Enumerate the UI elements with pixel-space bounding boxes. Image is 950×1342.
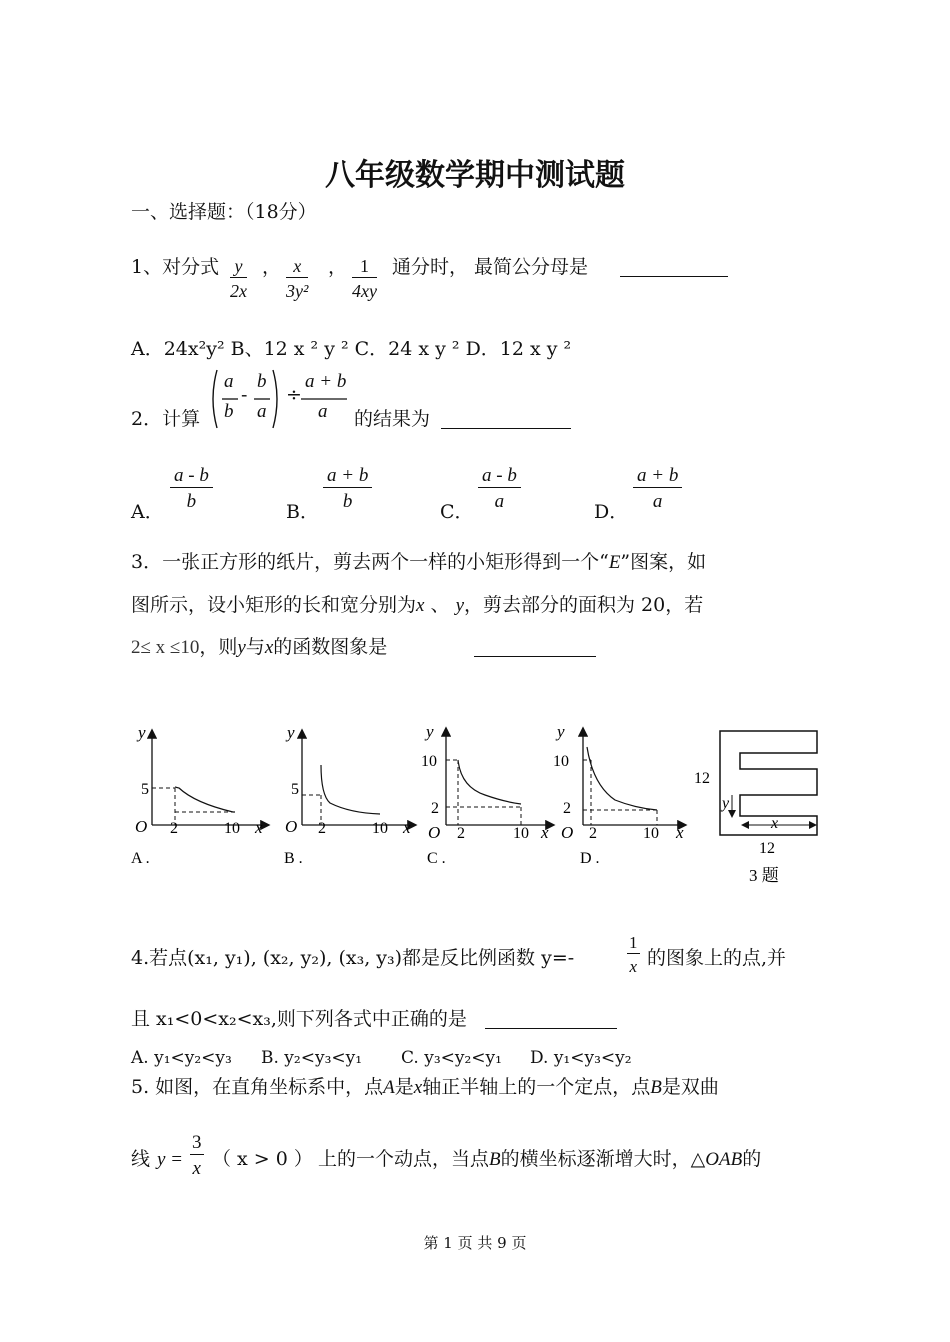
q2-f3-num: a + b (305, 371, 347, 392)
q3-var-y: y (455, 595, 464, 616)
graph-d-origin: O (561, 823, 574, 842)
q2-option-d (633, 466, 682, 511)
graph-a-y-label: y (138, 723, 146, 742)
q5-line-1 (131, 1078, 719, 1097)
q4-option-b: B. y₂<y₃<y₁ (261, 1048, 363, 1068)
graph-b-x-label: x (403, 818, 411, 837)
graph-a-origin: O (135, 817, 148, 836)
q5-x-var: x (413, 1077, 423, 1098)
graph-a (131, 723, 268, 867)
q3-answer-blank[interactable] (474, 636, 596, 657)
page-title: 八年级数学期中测试题 (325, 158, 625, 193)
q1-options: A．24x²y² B、12 x ² y ² C．24 x y ² D．12 x y ² (131, 338, 572, 360)
q1-f2-denominator: 3y² (286, 281, 309, 301)
q2-option-a (170, 466, 213, 511)
graph-a-tick-10: 10 (224, 820, 240, 837)
q2-option-a-num: a - b (170, 466, 213, 488)
graph-a-x-label: x (255, 818, 263, 837)
graph-b-tick-2: 2 (318, 820, 326, 837)
graph-c-tick-2-y: 2 (431, 800, 439, 817)
section-heading: 一、选择题：（18分） (131, 201, 317, 223)
q5-point-b-2: B (489, 1149, 501, 1170)
q3-line-3 (131, 638, 387, 657)
q1-comma-1: ， (262, 256, 282, 278)
q5-line1-d: 是双曲 (661, 1076, 719, 1098)
q5-point-b: B (650, 1077, 662, 1098)
q2-option-c-label: C． (440, 501, 474, 523)
q2-f3-den: a (318, 401, 328, 422)
e-shape-bottom-12: 12 (759, 840, 775, 857)
q5-line2-c: 的横坐标逐渐增大时，△ (500, 1148, 706, 1170)
q1-comma-2: ， (328, 256, 348, 278)
q2-f2-den: a (257, 401, 267, 422)
q3-letter-e: E (608, 552, 621, 573)
q3-var-x: x (416, 595, 425, 616)
q1-prefix: 1、对分式 (131, 256, 220, 278)
graph-b-origin: O (285, 817, 298, 836)
q4-frac-num: 1 (629, 933, 638, 952)
q5-line2-b: 上的一个动点，当点 (318, 1148, 490, 1170)
q2-answer-blank[interactable] (441, 408, 571, 429)
q4-option-c: C. y₃<y₂<y₁ (401, 1048, 502, 1068)
q2-option-b (323, 466, 372, 511)
q5-line-2-main (318, 1150, 761, 1169)
graph-b-tick-5: 5 (291, 781, 299, 798)
q1-f3-denominator: 4xy (352, 281, 377, 301)
q2-option-b-num: a + b (323, 466, 372, 488)
q1-f1-denominator: 2x (230, 281, 247, 301)
graph-d-curve (587, 747, 657, 810)
q2-option-d-den: a (652, 491, 663, 512)
e-shape-left-12: 12 (694, 770, 710, 787)
q5-condition: （ x > 0 ） (212, 1148, 313, 1170)
q4-answer-blank[interactable] (485, 1008, 617, 1029)
q2-option-a-den: b (186, 491, 197, 512)
q4-line-1a: 4.若点(x₁, y₁), (x₂, y₂), (x₃, y₃)都是反比例函数 y=- (131, 947, 575, 969)
graph-d-tick-2-y: 2 (563, 800, 571, 817)
q2-f2-num: b (257, 371, 267, 392)
q3-line3-b: 与 (245, 636, 265, 658)
q3-line1-b: ”图案，如 (620, 551, 707, 573)
graph-c-option-label: C . (427, 850, 446, 867)
graph-b-option-label: B . (284, 850, 303, 867)
q2-option-b-label: B． (286, 501, 319, 523)
graph-d-y-label: y (557, 722, 565, 741)
page-footer: 第 1 页 共 9 页 (423, 1234, 527, 1252)
graph-c-tick-10: 10 (513, 825, 529, 842)
q3-inequality: 2≤ x ≤10 (131, 637, 200, 658)
q3-line2-sep: 、 (430, 594, 450, 616)
graph-b-curve (321, 765, 380, 814)
graph-c-tick-10-y: 10 (421, 753, 437, 770)
q4-line-2: 且 x₁<0<x₂<x₃,则下列各式中正确的是 (131, 1008, 467, 1030)
q2-prefix: 2．计算 (131, 408, 201, 430)
q2-f1-num: a (224, 371, 234, 392)
q2-right-paren-mark (273, 370, 277, 428)
q4-option-d: D. y₁<y₃<y₂ (530, 1048, 632, 1068)
q2-option-c-num: a - b (478, 466, 521, 488)
graph-b (284, 723, 415, 867)
graph-d-x-label: x (676, 823, 684, 842)
q2-option-a-label: A． (131, 501, 164, 523)
q3-line3-a: ，则 (199, 636, 238, 658)
q4-fraction (627, 934, 640, 975)
graph-c (421, 722, 553, 867)
q4-option-a: A. y₁<y₂<y₃ (131, 1048, 232, 1068)
q2-option-b-den: b (342, 491, 353, 512)
e-shape-x-label: x (771, 815, 779, 832)
q1-answer-blank[interactable] (620, 256, 728, 277)
q3-line-1 (131, 553, 706, 572)
graph-a-curve (175, 787, 235, 812)
q3-line-2 (131, 596, 703, 615)
q5-fraction (190, 1133, 204, 1178)
q5-line2-a: 线 (131, 1148, 151, 1170)
q3-graphs-figure (125, 715, 825, 895)
q2-option-c-den: a (494, 491, 505, 512)
q5-line1-b: 是 (394, 1076, 414, 1098)
q5-line1-a: 5. 如图，在直角坐标系中，点 (131, 1076, 384, 1098)
q4-frac-den: x (629, 957, 638, 976)
q2-divide: ÷ (286, 384, 302, 406)
graph-c-tick-2: 2 (457, 825, 465, 842)
q2-option-d-num: a + b (633, 466, 682, 488)
q1-fraction-3 (352, 257, 377, 300)
e-shape-outline (720, 731, 817, 835)
q5-line1-c: 轴正半轴上的一个定点，点 (422, 1076, 651, 1098)
q1-fraction-1 (230, 257, 247, 300)
graph-a-option-label: A . (131, 850, 150, 867)
graph-d-option-label: D . (580, 850, 600, 867)
graph-c-curve (458, 760, 521, 804)
graph-b-tick-10: 10 (372, 820, 388, 837)
graph-a-tick-5: 5 (141, 781, 149, 798)
q3-line2-b: ，剪去部分的面积为 20，若 (464, 594, 704, 616)
q5-y-eq: y = (157, 1149, 184, 1170)
q2-option-c (478, 466, 521, 511)
e-shape-caption: 3 题 (749, 866, 779, 885)
graph-c-x-label: x (541, 823, 549, 842)
q5-triangle-oab: OAB (705, 1149, 743, 1170)
graph-b-y-label: y (287, 723, 295, 742)
q3-line3-c: 的函数图象是 (273, 636, 388, 658)
q3-line2-a: 图所示，设小矩形的长和宽分别为 (131, 594, 417, 616)
q5-frac-num: 3 (192, 1132, 202, 1153)
e-shape-figure (694, 731, 817, 885)
q5-point-a: A (383, 1077, 395, 1098)
graph-d-tick-2: 2 (589, 825, 597, 842)
q3-line1-a: 3．一张正方形的纸片，剪去两个一样的小矩形得到一个“ (131, 551, 609, 573)
q1-fraction-2 (286, 257, 308, 300)
q2-suffix: 的结果为 (354, 408, 431, 430)
q1-suffix: 通分时， 最简公分母是 (392, 256, 589, 278)
q2-minus: - (241, 384, 248, 406)
graph-d-tick-10-y: 10 (553, 753, 569, 770)
e-shape-y-label: y (722, 795, 730, 812)
q2-left-paren (213, 370, 217, 428)
graph-c-y-label: y (426, 722, 434, 741)
q3-line3-y: y (237, 637, 246, 658)
graph-a-tick-2: 2 (170, 820, 178, 837)
q1-f2-numerator: x (286, 257, 308, 278)
graph-c-origin: O (428, 823, 441, 842)
q5-line2-d: 的 (742, 1148, 762, 1170)
q2-f1-den: b (224, 401, 234, 422)
q3-line3-x: x (264, 637, 274, 658)
q4-line-1b: 的图象上的点,并 (647, 947, 787, 969)
q5-frac-den: x (192, 1158, 201, 1179)
q1-f1-numerator: y (230, 257, 247, 278)
q2-option-d-label: D． (594, 501, 629, 523)
q1-f3-numerator: 1 (352, 257, 377, 278)
graph-d (553, 722, 685, 867)
graph-d-tick-10: 10 (643, 825, 659, 842)
